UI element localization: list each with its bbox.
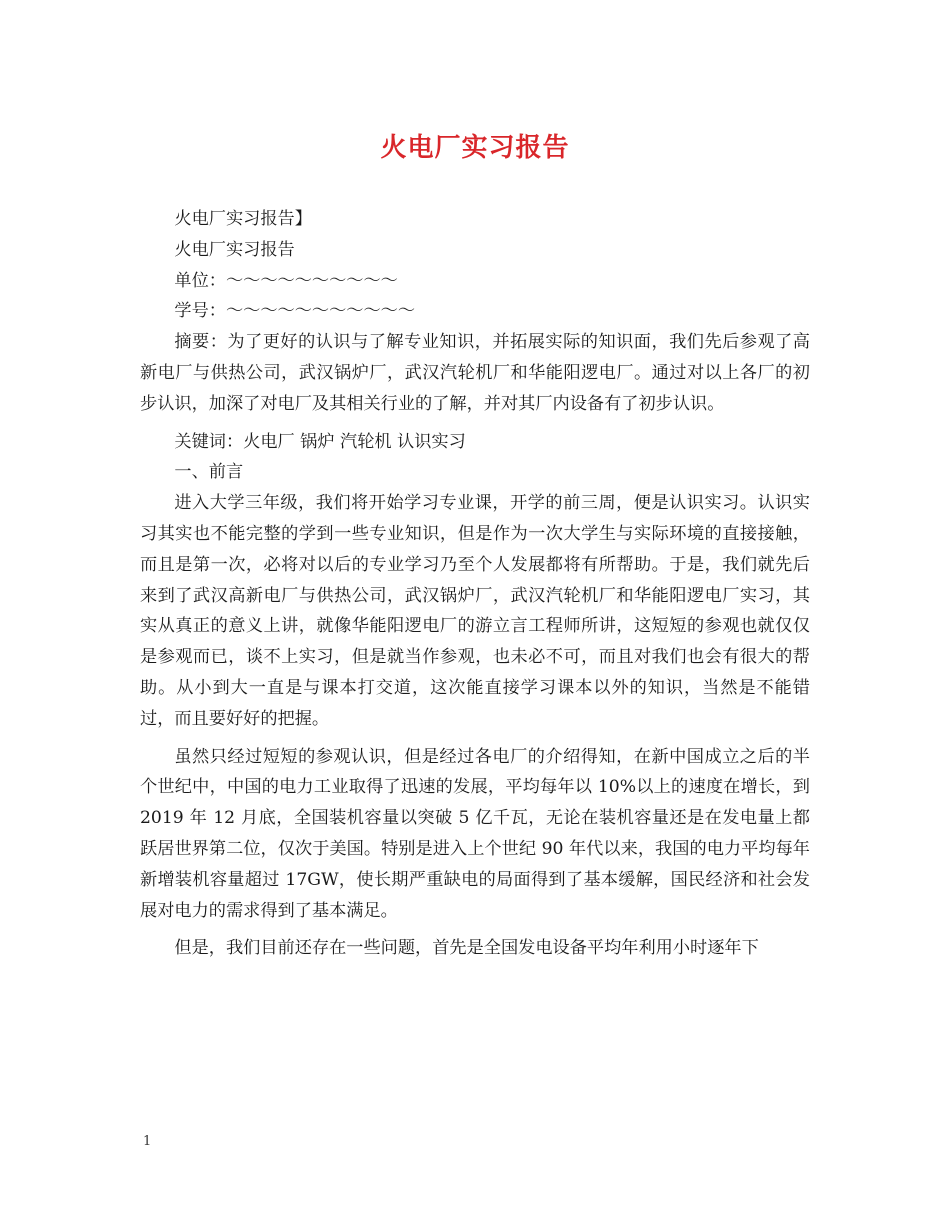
page-number: 1 (143, 1134, 152, 1149)
section-heading-preface: 一、前言 (174, 462, 244, 483)
paragraph-keywords: 关键词：火电厂 锅炉 汽轮机 认识实习 (174, 431, 466, 452)
paragraph-intro: 进入大学三年级，我们将开始学习专业课，开学的前三周，便是认识实习。认识实习其实也不能完整的学到一些专业知识，但是作为一次大学生与实际环境的直接接触，而且是第一次，必将对以后的专业学习乃至个人发展都将有所帮助。于是，我们就先后来到了武汉高新电厂与供热公司，武汉锅炉厂，武汉汽轮机厂和华能阳逻电厂实习，其实从真正的意义上讲，就像华能阳逻电厂的游立言工程师所讲，这短短的参观也就仅仅是参观而已，谈不上实习，但是就当作参观，也未必不可，而且对我们也会有很大的帮助。从小到大一直是与课本打交道，这次能直接学习课本以外的知识，当然是不能错过，而且要好好的把握。 (140, 493, 810, 729)
paragraph-report-name: 火电厂实习报告 (174, 239, 295, 260)
paragraph-development: 虽然只经过短短的参观认识，但是经过各电厂的介绍得知，在新中国成立之后的半个世纪中，中国的电力工业取得了迅速的发展，平均每年以 10%以上的速度在增长，到 2019 年 12 月底，全国装机容量以突破 5 亿千瓦，无论在装机容量还是在发电量上都跃居世界第二位，仅次于美国。特别是进入上个世纪 90 年代以来，我国的电力平均每年新增装机容量超过 17GW，使长期严重缺电的局面得到了基本缓解，国民经济和社会发展对电力的需求得到了基本满足。 (140, 746, 810, 921)
paragraph-abstract: 摘要：为了更好的认识与了解专业知识，并拓展实际的知识面，我们先后参观了高新电厂与供热公司，武汉锅炉厂，武汉汽轮机厂和华能阳逻电厂。通过对以上各厂的初步认识，加深了对电厂及其相关行业的了解，并对其厂内设备有了初步认识。 (140, 332, 810, 414)
paragraph-student-id: 学号：～～～～～～～～～～～ (174, 301, 416, 322)
document-title: 火电厂实习报告 (380, 133, 570, 163)
paragraph-header-note: 火电厂实习报告】 (174, 209, 312, 229)
paragraph-unit: 单位：～～～～～～～～～～ (174, 270, 398, 291)
document-body (140, 204, 810, 964)
paragraph-problems: 但是，我们目前还存在一些问题，首先是全国发电设备平均年利用小时逐年下 (174, 938, 759, 959)
